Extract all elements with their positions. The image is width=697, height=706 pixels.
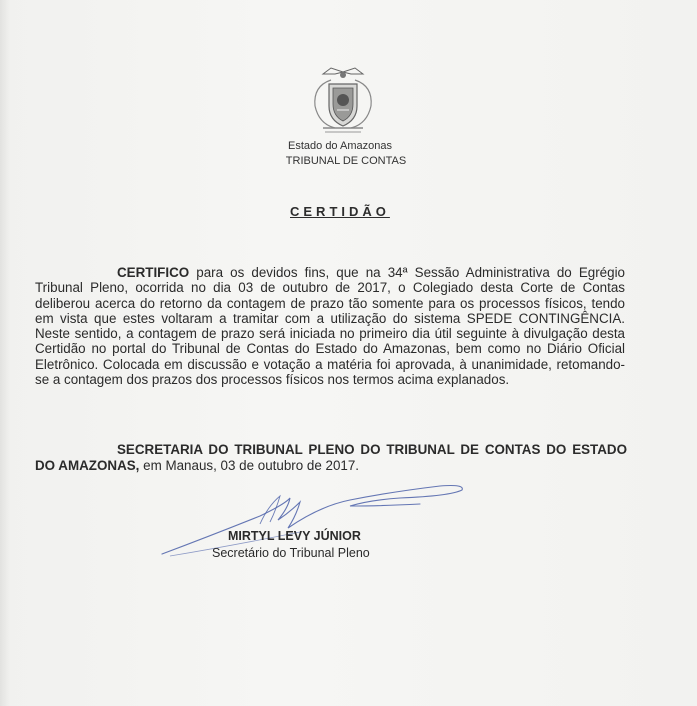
court-name: TRIBUNAL DE CONTAS xyxy=(285,155,407,167)
closing-text: em Manaus, 03 de outubro de 2017. xyxy=(139,458,360,473)
signer-name: MIRTYL LEVY JÚNIOR xyxy=(228,529,361,543)
signer-role: Secretário do Tribunal Pleno xyxy=(212,546,370,560)
page-edge xyxy=(0,0,10,706)
body-lead: CERTIFICO xyxy=(117,265,190,280)
document-title: CERTIDÃO xyxy=(290,204,390,219)
coat-of-arms-icon xyxy=(303,66,383,136)
certificate-body xyxy=(35,265,625,387)
closing-lead: SECRETARIA DO TRIBUNAL PLENO DO TRIBUNAL DE CONTAS DO ESTADO DO AMAZONAS, xyxy=(35,442,627,473)
state-name: Estado do Amazonas xyxy=(288,140,392,152)
body-text: para os devidos fins, que na 34ª Sessão Administrativa do Egrégio Tribunal Pleno, ocorrida no dia 03 de outubro de 2017, o Colegiado desta Corte de Contas deliberou acerca do retorno da contagem de prazo tão somente para os processos físicos, tendo em vista que estes voltaram a tramitar com a utilização do sistema SPEDE CONTINGÊNCIA. Neste sentido, a contagem de prazo será iniciada no primeiro dia útil seguinte à divulgação desta Certidão no portal do Tribunal de Contas do Estado do Amazonas, bem como no Diário Oficial Eletrônico. Colocada em discussão e votação a matéria foi aprovada, à unanimidade, retomando-se a contagem dos prazos dos processos físicos nos termos acima explanados. xyxy=(35,265,625,388)
closing-paragraph xyxy=(35,442,627,474)
